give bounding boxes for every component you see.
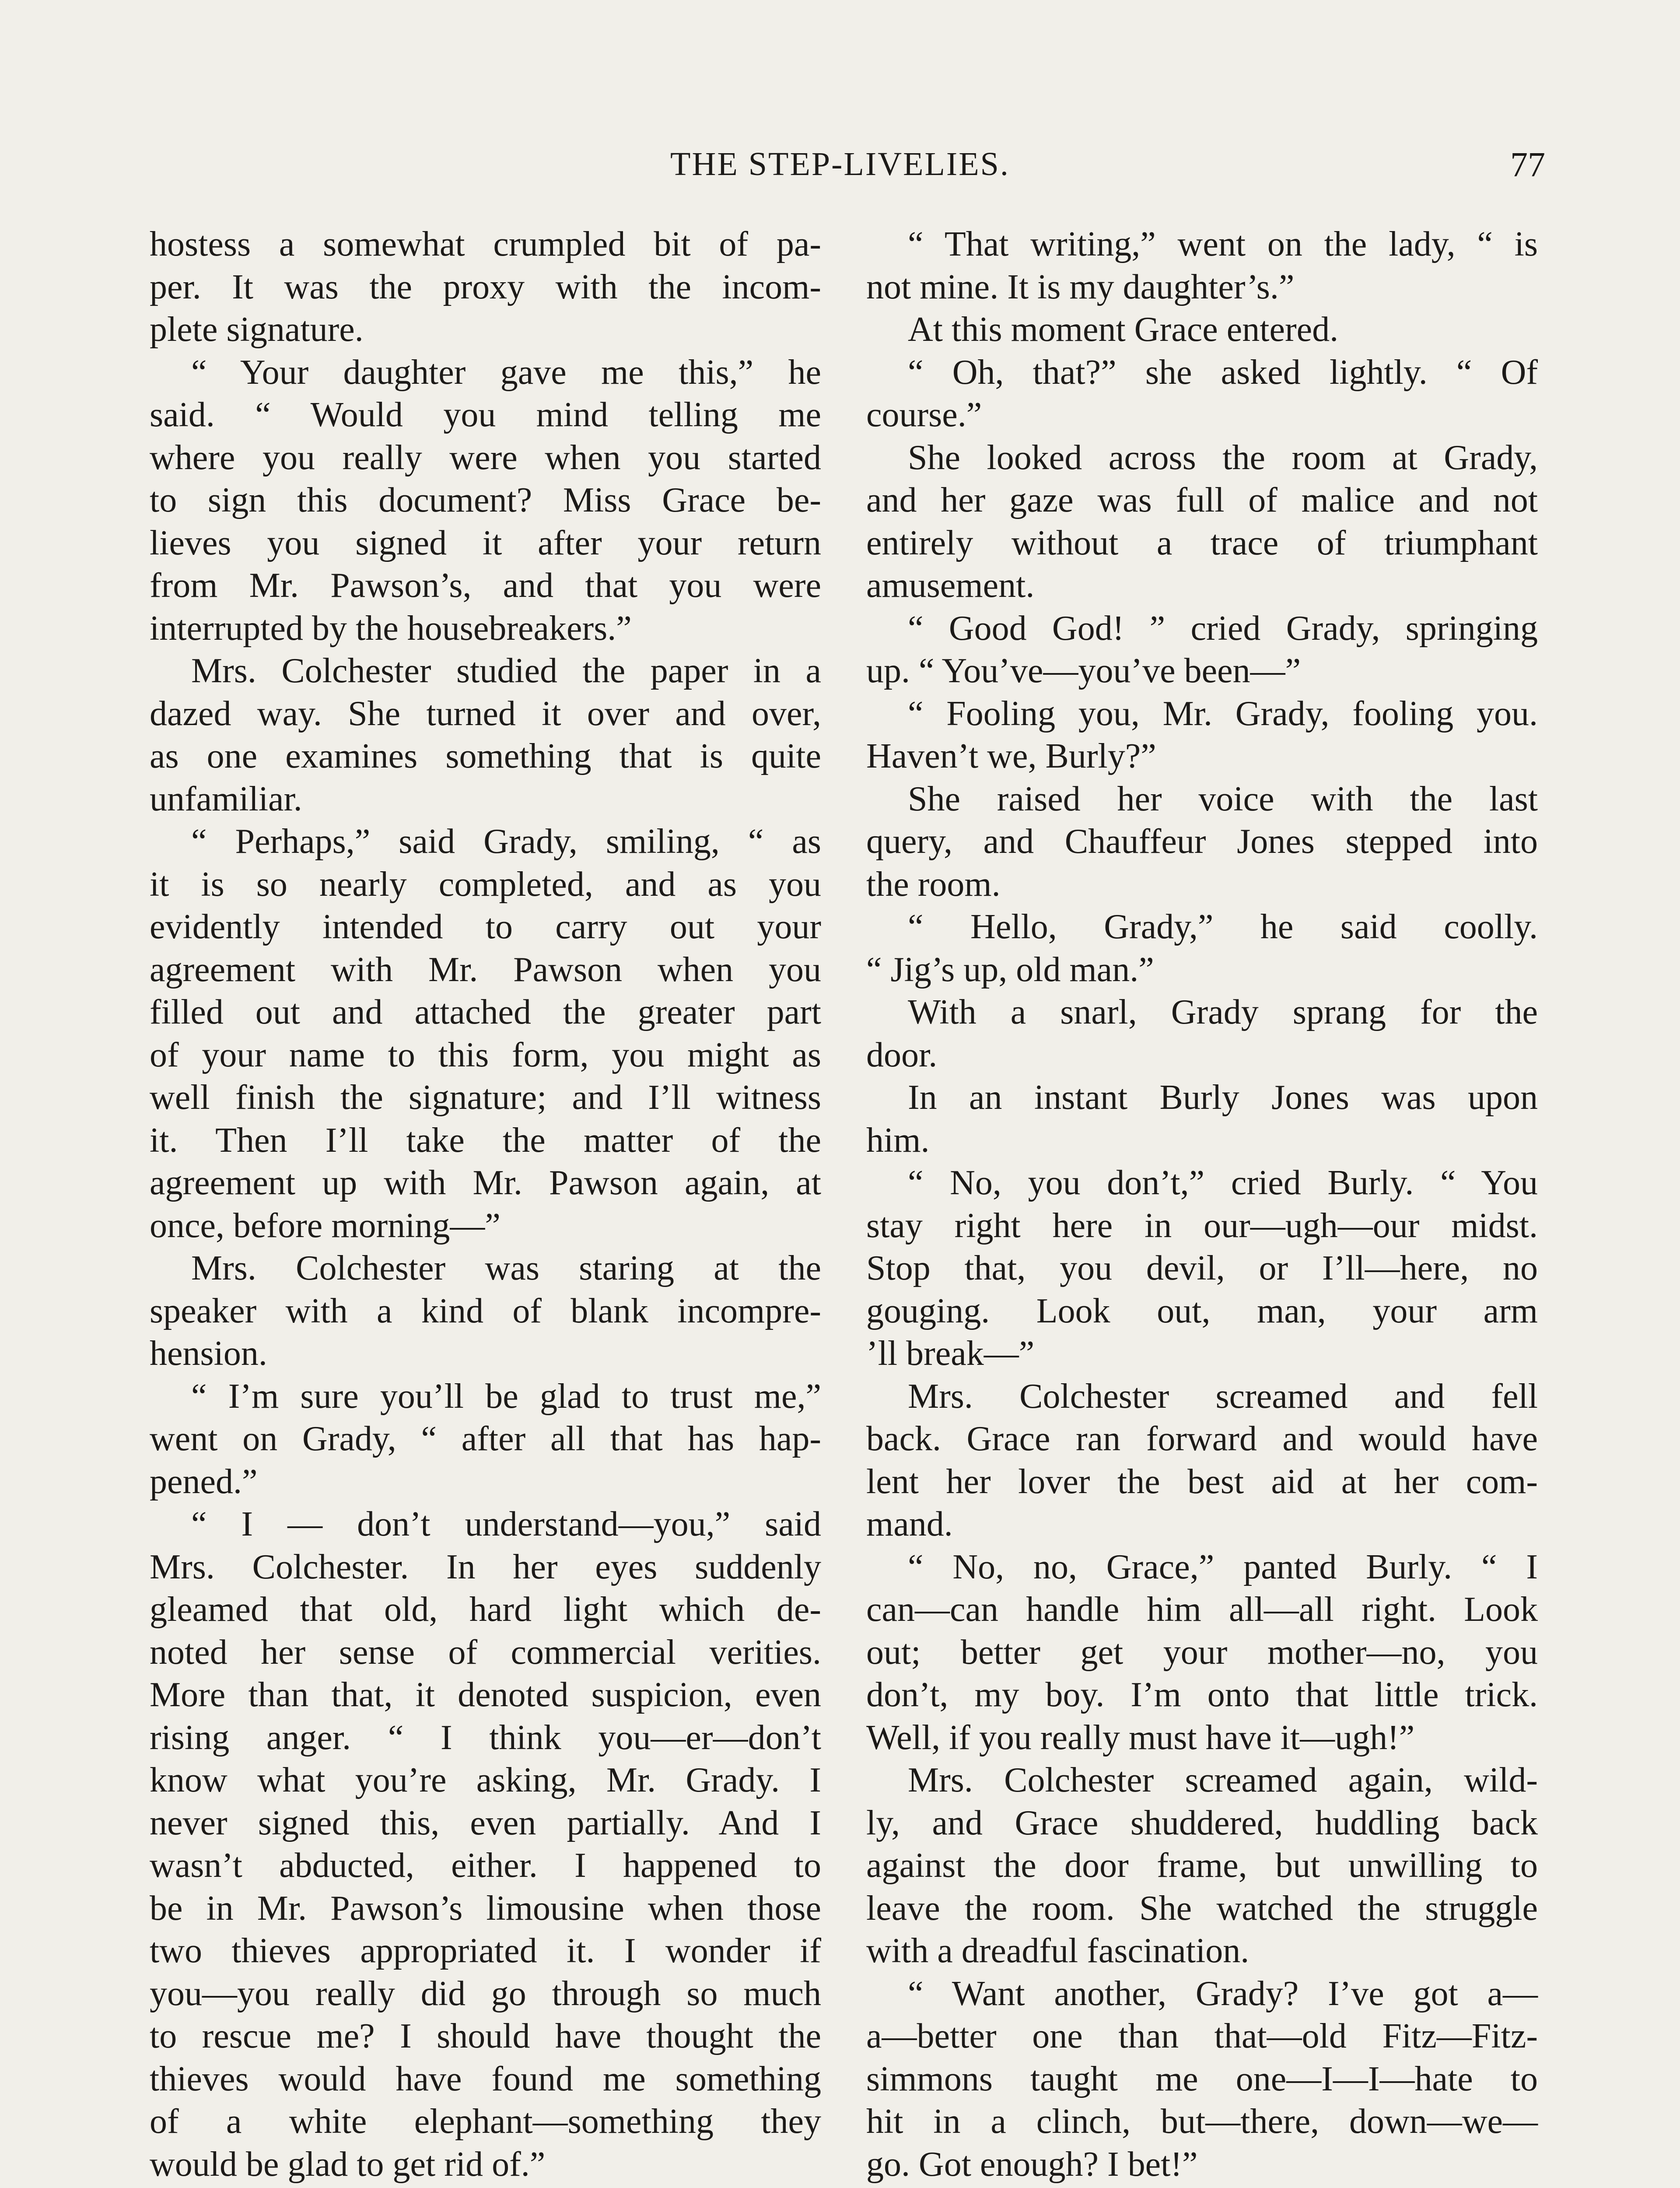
text-line: Mrs. Colchester studied the paper in a	[191, 652, 821, 690]
text-line: once, before morning—”	[150, 1206, 500, 1245]
text-line: evidently intended to carry out your	[150, 908, 821, 946]
text-line: plete signature.	[150, 310, 364, 349]
text-line: gouging. Look out, man, your arm	[866, 1291, 1538, 1330]
text-line: the room.	[866, 865, 1001, 904]
text-line: not mine. It is my daughter’s.”	[866, 267, 1295, 306]
text-line: Well, if you really must have it—ugh!”	[866, 1718, 1415, 1757]
text-line: can—can handle him all—all right. Look	[866, 1590, 1538, 1629]
text-line: out; better get your mother—no, you	[866, 1633, 1538, 1672]
text-line: ’ll break—”	[866, 1334, 1035, 1373]
text-line: went on Grady, “ after all that has hap-	[150, 1420, 821, 1458]
text-line: and her gaze was full of malice and not	[866, 481, 1538, 519]
text-line	[150, 2186, 821, 2188]
text-line: pened.”	[150, 1462, 258, 1501]
text-line: hit in a clinch, but—there, down—we—	[866, 2102, 1538, 2141]
text-line: gleamed that old, hard light which de-	[150, 1590, 821, 1629]
text-line: lieves you signed it after your return	[150, 523, 821, 562]
text-line: know what you’re asking, Mr. Grady. I	[150, 1761, 821, 1799]
text-line: entirely without a trace of triumphant	[866, 523, 1538, 562]
text-line: She raised her voice with the last	[908, 779, 1538, 818]
text-line: leave the room. She watched the struggle	[866, 1889, 1538, 1928]
text-line: amusement.	[866, 566, 1035, 605]
text-line: per. It was the proxy with the incom-	[150, 267, 821, 306]
text-line: rising anger. “ I think you—er—don’t	[150, 1718, 821, 1757]
text-line: query, and Chauffeur Jones stepped into	[866, 822, 1538, 861]
text-line: Haven’t we, Burly?”	[866, 737, 1156, 775]
text-line: dazed way. She turned it over and over,	[150, 694, 821, 733]
text-line: against the door frame, but unwilling to	[866, 1846, 1538, 1885]
text-line: of your name to this form, you might as	[150, 1035, 821, 1074]
text-line: noted her sense of commercial verities.	[150, 1633, 821, 1672]
text-line: it is so nearly completed, and as you	[150, 865, 821, 904]
text-line: “ Perhaps,” said Grady, smiling, “ as	[191, 822, 821, 861]
text-line: “ That writing,” went on the lady, “ is	[908, 225, 1538, 263]
text-line: him.	[866, 1121, 930, 1160]
text-line: Mrs. Colchester. In her eyes suddenly	[150, 1547, 821, 1586]
text-line: Mrs. Colchester screamed and fell	[908, 1377, 1538, 1416]
text-line: up. “ You’ve—you’ve been—”	[866, 652, 1301, 690]
text-line: hostess a somewhat crumpled bit of pa-	[150, 225, 821, 263]
text-line: With a snarl, Grady sprang for the	[908, 993, 1538, 1031]
text-line: go. Got enough? I bet!”	[866, 2145, 1198, 2184]
text-line: “ Good God! ” cried Grady, springing	[908, 609, 1538, 648]
text-line: be in Mr. Pawson’s limousine when those	[150, 1889, 821, 1928]
text-line: course.”	[866, 396, 982, 434]
text-line: from Mr. Pawson’s, and that you were	[150, 566, 821, 605]
text-line: you—you really did go through so much	[150, 1974, 821, 2013]
text-line: would be glad to get rid of.”	[150, 2145, 546, 2184]
text-line: “ I’m sure you’ll be glad to trust me,”	[191, 1377, 821, 1416]
text-line: as one examines something that is quite	[150, 737, 821, 775]
text-line: “ Oh, that?” she asked lightly. “ Of	[908, 353, 1538, 392]
text-line: “ Want another, Grady? I’ve got a—	[908, 1974, 1538, 2013]
text-line: two thieves appropriated it. I wonder if	[150, 1932, 821, 1970]
text-line: hension.	[150, 1334, 267, 1373]
text-line: agreement up with Mr. Pawson again, at	[150, 1164, 821, 1202]
text-line: wasn’t abducted, either. I happened to	[150, 1846, 821, 1885]
right-text-column	[866, 223, 1538, 2188]
text-line: with a dreadful fascination.	[866, 1932, 1250, 1970]
text-line: of a white elephant—something they	[150, 2102, 821, 2141]
page-number: 77	[1510, 146, 1545, 184]
text-line: More than that, it denoted suspicion, even	[150, 1676, 821, 1714]
text-line: “ Hello, Grady,” he said coolly.	[908, 908, 1538, 946]
text-line: She looked across the room at Grady,	[908, 438, 1538, 477]
text-line: unfamiliar.	[150, 779, 302, 818]
running-title: THE STEP-LIVELIES.	[670, 146, 1010, 182]
text-line: said. “ Would you mind telling me	[150, 396, 821, 434]
text-line: well finish the signature; and I’ll witness	[150, 1078, 821, 1117]
text-line: Stop that, you devil, or I’ll—here, no	[866, 1249, 1538, 1287]
text-line: speaker with a kind of blank incompre-	[150, 1291, 821, 1330]
left-text-column	[150, 223, 821, 2188]
text-line: At this moment Grace entered.	[908, 310, 1339, 349]
text-line: “ Jig’s up, old man.”	[866, 950, 1154, 989]
text-line: ly, and Grace shuddered, huddling back	[866, 1803, 1538, 1842]
text-line: to rescue me? I should have thought the	[150, 2017, 821, 2055]
text-line: stay right here in our—ugh—our midst.	[866, 1206, 1538, 1245]
text-line: interrupted by the housebreakers.”	[150, 609, 632, 648]
text-line: agreement with Mr. Pawson when you	[150, 950, 821, 989]
text-line: Mrs. Colchester screamed again, wild-	[908, 1761, 1538, 1799]
text-line	[866, 2186, 1538, 2188]
text-line: it. Then I’ll take the matter of the	[150, 1121, 821, 1160]
text-line: simmons taught me one—I—I—hate to	[866, 2059, 1538, 2098]
text-line: where you really were when you started	[150, 438, 821, 477]
text-line: “ No, you don’t,” cried Burly. “ You	[908, 1164, 1538, 1202]
text-line: Mrs. Colchester was staring at the	[191, 1249, 821, 1287]
text-line: “ Your daughter gave me this,” he	[191, 353, 821, 392]
text-line: a—better one than that—old Fitz—Fitz-	[866, 2017, 1538, 2055]
text-line: “ I — don’t understand—you,” said	[191, 1505, 821, 1543]
text-line: never signed this, even partially. And I	[150, 1803, 821, 1842]
text-line: back. Grace ran forward and would have	[866, 1420, 1538, 1458]
text-line: mand.	[866, 1505, 953, 1543]
text-line: thieves would have found me something	[150, 2059, 821, 2098]
text-line: “ No, no, Grace,” panted Burly. “ I	[908, 1547, 1538, 1586]
text-line: don’t, my boy. I’m onto that little trick.	[866, 1676, 1538, 1714]
text-line: to sign this document? Miss Grace be-	[150, 481, 821, 519]
text-line: filled out and attached the greater part	[150, 993, 821, 1031]
text-line: door.	[866, 1035, 938, 1074]
text-line: In an instant Burly Jones was upon	[908, 1078, 1538, 1117]
text-line: lent her lover the best aid at her com-	[866, 1462, 1538, 1501]
text-line: “ Fooling you, Mr. Grady, fooling you.	[908, 694, 1538, 733]
